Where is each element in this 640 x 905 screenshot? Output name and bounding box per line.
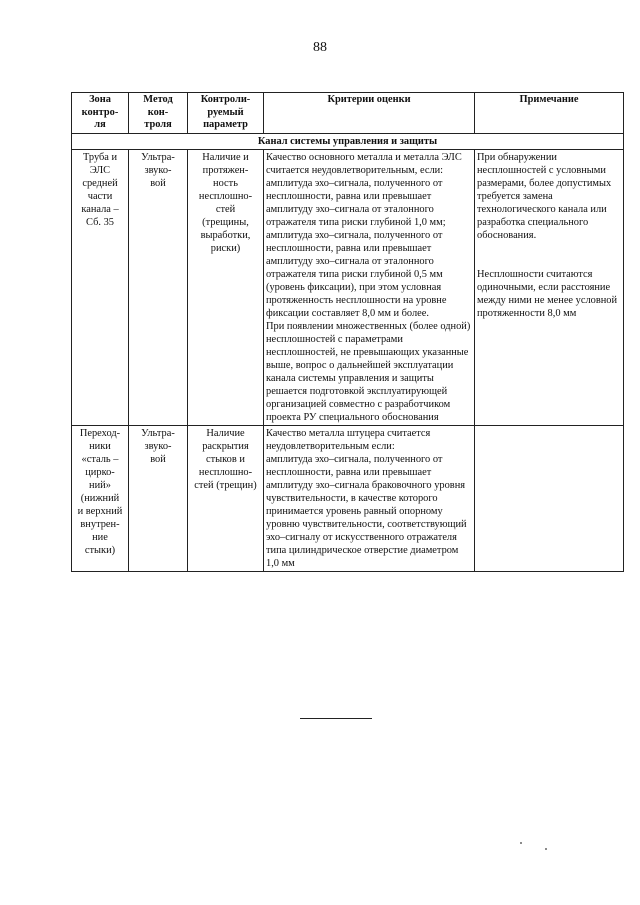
table-row xyxy=(72,425,624,571)
criteria-paragraph: Качество основного металла и металла ЭЛС считается неудовлетворительным, если: xyxy=(266,151,462,176)
footnote-rule xyxy=(300,718,372,719)
param-cell: Наличие и протяжен- ность несплошно- стей (трещины, выработки, риски) xyxy=(188,149,264,425)
criteria-paragraph: амплитуда эхо–сигнала, полученного от несплошности, равна или превышает амплитуду эхо–сигнала браковочного уровня чувствительности, в качестве которого принимается уровень равный опорному уровню чувствительности, соответствующий эхо–сигналу от искусственного отражателя типа цилиндрическое отверстие диаметром 1,0 мм xyxy=(266,453,467,569)
zone-cell: Труба и ЭЛС средней части канала – Сб. 35 xyxy=(72,149,129,425)
header-method: Метод кон- троля xyxy=(129,93,188,134)
page-number: 88 xyxy=(313,40,327,55)
criteria-paragraph: При появлении множественных (более одной) несплошностей с параметрами несплошностей, не превышающих указанные выше, вопрос о дальнейшей эксплуатации канала системы управления и защиты решается подготовкой эксплуатирующей организацией совместно с разработчиком проекта РУ специального обоснования xyxy=(266,320,471,423)
criteria-paragraph: амплитуда эхо–сигнала, полученного от несплошности, равна или превышает амплитуду эхо–сигнала от эталонного отражателя типа риски глубиной 0,5 мм (уровень фиксации), при этом условная протяженность несплошности на уровне фиксации составляет 8,0 мм и более. xyxy=(266,229,447,319)
note-cell-empty xyxy=(475,425,624,571)
criteria-cell xyxy=(264,149,475,425)
scan-speck xyxy=(545,848,547,850)
criteria-paragraph: Качество металла штуцера считается неудовлетворительным если: xyxy=(266,427,431,452)
header-row xyxy=(72,93,624,134)
param-cell: Наличие раскрытия стыков и несплошно- стей (трещин) xyxy=(188,425,264,571)
table-row xyxy=(72,149,624,425)
control-criteria-table xyxy=(71,92,624,572)
method-cell: Ультра- звуко- вой xyxy=(129,149,188,425)
header-note: Примечание xyxy=(475,93,624,134)
scan-speck xyxy=(520,842,522,844)
note-paragraph: При обнаружении несплошностей с условными размерами, более допустимых требуется замена технологического канала или разработка специального обоснования. xyxy=(477,151,612,241)
header-zone: Зона контро- ля xyxy=(72,93,129,134)
criteria-cell xyxy=(264,425,475,571)
method-cell: Ультра- звуко- вой xyxy=(129,425,188,571)
header-criteria: Критерии оценки xyxy=(264,93,475,134)
criteria-paragraph: амплитуда эхо–сигнала, полученного от несплошности, равна или превышает амплитуду эхо–сигнала от эталонного отражателя типа риски глубиной 1,0 мм; xyxy=(266,177,446,228)
note-cell xyxy=(475,149,624,425)
note-paragraph: Несплошности считаются одиночными, если расстояние между ними не менее условной протяженности 8,0 мм xyxy=(477,268,618,319)
section-title: Канал системы управления и защиты xyxy=(72,133,624,149)
section-row xyxy=(72,133,624,149)
zone-cell: Переход- ники «сталь – цирко- ний» (нижний и верхний внутрен- ние стыки) xyxy=(72,425,129,571)
header-param: Контроли- руемый параметр xyxy=(188,93,264,134)
